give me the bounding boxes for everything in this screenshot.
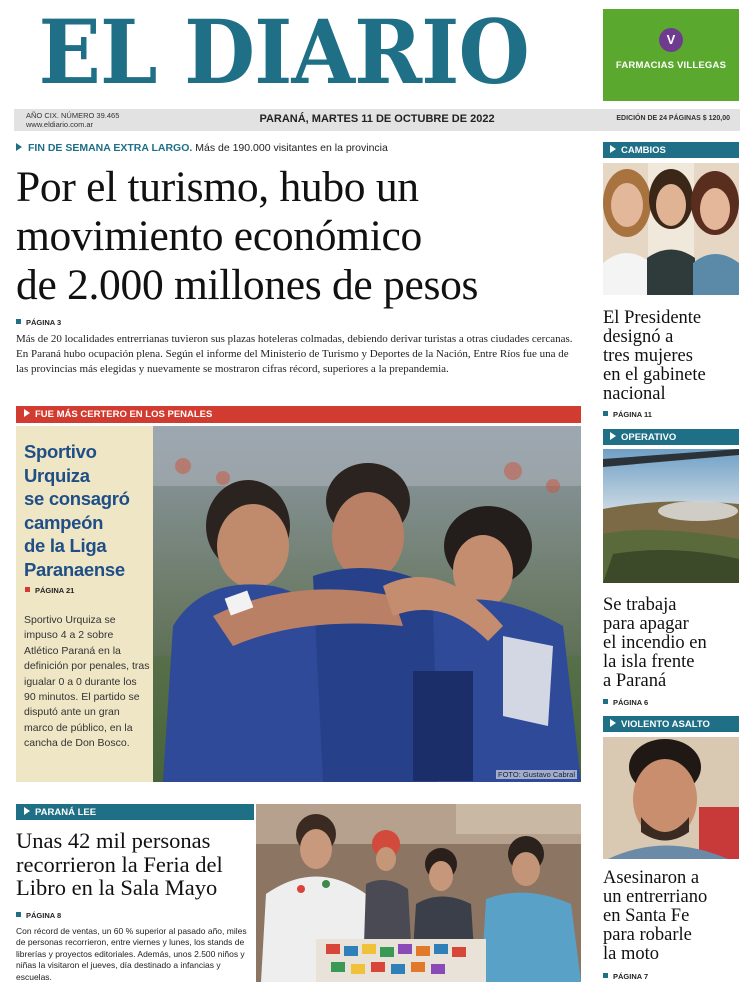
three-women-portrait-illustration: [603, 163, 739, 295]
lead-headline[interactable]: [16, 163, 596, 310]
asalto-section-label: [610, 719, 710, 730]
sports-section-label: [24, 409, 212, 420]
arrow-right-icon: [610, 432, 616, 440]
arrow-right-icon: [610, 145, 616, 153]
sports-body: Sportivo Urquiza se impuso 4 a 2 sobre Atlético Paraná en la definición por penales, tras igualar 0 a 0 durante los 90 minutos. El partido se disputó ante un gran marco de público, en la cancha de Don Bosco.: [24, 614, 150, 750]
page-label: PÁGINA 8: [26, 911, 62, 920]
pharmacy-ad[interactable]: [603, 9, 739, 101]
cambios-headline-line: designó a: [603, 327, 674, 347]
operativo-headline-line: la isla frente: [603, 652, 695, 672]
sports-headline-line: Urquiza: [24, 464, 90, 486]
page-label: PÁGINA 7: [613, 972, 649, 981]
page-label: PÁGINA 11: [613, 410, 652, 419]
operativo-page-ref[interactable]: [603, 698, 648, 707]
sports-headline-line: se consagró: [24, 488, 130, 509]
cambios-headline-line: tres mujeres: [603, 346, 693, 366]
square-bullet-icon: [603, 699, 608, 704]
section-text: FUE MÁS CERTERO EN LOS PENALES: [35, 409, 213, 420]
edition-line: AÑO CIX. NÚMERO 39.465: [26, 111, 120, 120]
sports-section-bar: [16, 406, 581, 423]
lead-headline-line: movimiento económico: [16, 212, 422, 260]
victim-photo[interactable]: [603, 737, 739, 859]
arrow-right-icon: [610, 719, 616, 727]
pharmacy-logo-icon: V: [659, 28, 683, 52]
kicker-label: FIN DE SEMANA EXTRA LARGO.: [28, 142, 193, 154]
photo-credit: FOTO: Gustavo Cabral: [498, 770, 575, 779]
asalto-headline-line: la moto: [603, 944, 660, 964]
sports-sidebar: [16, 426, 153, 782]
operativo-headline-line: el incendio en: [603, 633, 707, 653]
lead-headline-line: de 2.000 millones de pesos: [16, 261, 479, 309]
sports-page-ref[interactable]: [25, 586, 74, 595]
square-bullet-icon: [603, 973, 608, 978]
section-text: CAMBIOS: [621, 144, 666, 156]
asalto-headline[interactable]: [603, 869, 743, 964]
cambios-headline-line: en el gabinete: [603, 365, 706, 385]
section-text: PARANÁ LEE: [35, 806, 97, 818]
cambios-headline-line: El Presidente: [603, 308, 702, 328]
section-text: VIOLENTO ASALTO: [621, 718, 710, 730]
website-link[interactable]: www.eldiario.com.ar: [26, 120, 94, 129]
sports-headline-line: de la Liga: [24, 535, 107, 556]
page-label: PÁGINA 21: [35, 586, 75, 595]
arrow-right-icon: [24, 807, 30, 815]
feria-body: Con récord de ventas, un 60 % superior al pasado año, miles de personas recorrieron, entre viernes y lunes, los stands de librerías y proyectos editoriales. Además, unos 2.500 niños y niñas la visitaron el jueves, día destinado a infancias y escuelas.: [16, 926, 247, 982]
asalto-headline-line: para robarle: [603, 925, 692, 945]
lead-headline-line: Por el turismo, hubo un: [16, 163, 419, 211]
asalto-headline-line: Asesinaron a: [603, 868, 700, 888]
kicker-text: Más de 190.000 visitantes en la provincia: [195, 142, 388, 154]
cambios-headline-line: nacional: [603, 384, 666, 404]
edition-price: EDICIÓN DE 24 PÁGINAS $ 120,00: [616, 115, 730, 122]
feria-headline[interactable]: Unas 42 mil personas recorrieron la Feria del Libro en la Sala Mayo: [16, 828, 223, 900]
asalto-section-bar: [603, 716, 739, 732]
square-bullet-icon: [25, 587, 30, 592]
edition-date: PARANÁ, MARTES 11 DE OCTUBRE DE 2022: [259, 113, 495, 125]
square-bullet-icon: [16, 319, 21, 324]
square-bullet-icon: [603, 411, 608, 416]
football-players-illustration: [153, 426, 581, 782]
lead-body: Más de 20 localidades entrerrianas tuvieron sus plazas hoteleras colmadas, debiendo derivar turistas a otras ciudades cercanas. En Paraná hubo ocupación plena. Según el informe del Ministerio de Turismo y Deportes de la Nación, Entre Ríos fue una de las provincias más elegidas y nuevamente se mostraron cifras récord, superiores a la prepandemia.: [16, 333, 573, 375]
cambios-section-bar: [603, 142, 739, 158]
aerial-fire-illustration: [603, 449, 739, 583]
man-portrait-illustration: [603, 737, 739, 859]
operativo-headline-line: a Paraná: [603, 671, 667, 691]
operativo-section-bar: [603, 429, 739, 445]
lead-page-ref[interactable]: [16, 318, 61, 327]
sports-celebration-photo[interactable]: [153, 426, 581, 782]
operativo-headline-line: Se trabaja: [603, 595, 677, 615]
pharmacy-ad-text: FARMACIAS VILLEGAS: [615, 60, 727, 71]
asalto-page-ref[interactable]: [603, 972, 648, 981]
sports-headline-line: Paranaense: [24, 558, 125, 580]
page-label: PÁGINA 6: [613, 698, 649, 707]
feria-section-label: [24, 807, 96, 818]
operativo-headline-line: para apagar: [603, 614, 689, 634]
arrow-right-icon: [24, 409, 30, 417]
feria-page-ref[interactable]: [16, 911, 61, 920]
sports-headline-line: campeón: [24, 511, 104, 533]
feria-section-bar: [16, 804, 254, 820]
cambios-page-ref[interactable]: [603, 410, 652, 419]
operativo-headline[interactable]: [603, 596, 743, 691]
sports-headline[interactable]: [24, 440, 149, 581]
cambios-headline[interactable]: [603, 309, 743, 404]
arrow-right-icon: [16, 143, 22, 151]
masthead: [14, 0, 594, 104]
edition-info-bar: [14, 109, 740, 131]
book-fair-photo[interactable]: [256, 804, 581, 982]
book-fair-crowd-illustration: [256, 804, 581, 982]
page-label: PÁGINA 3: [26, 318, 62, 327]
square-bullet-icon: [16, 912, 21, 917]
sports-headline-line: Sportivo: [24, 441, 97, 462]
newspaper-title[interactable]: EL DIARIO: [38, 0, 529, 104]
island-fire-photo[interactable]: [603, 449, 739, 583]
cambios-section-label: [610, 145, 666, 156]
section-text: OPERATIVO: [621, 431, 677, 443]
asalto-headline-line: en Santa Fe: [603, 906, 690, 926]
operativo-section-label: [610, 432, 676, 443]
asalto-headline-line: un entrerriano: [603, 887, 708, 907]
three-women-photo[interactable]: [603, 163, 739, 295]
lead-kicker: [16, 142, 388, 154]
